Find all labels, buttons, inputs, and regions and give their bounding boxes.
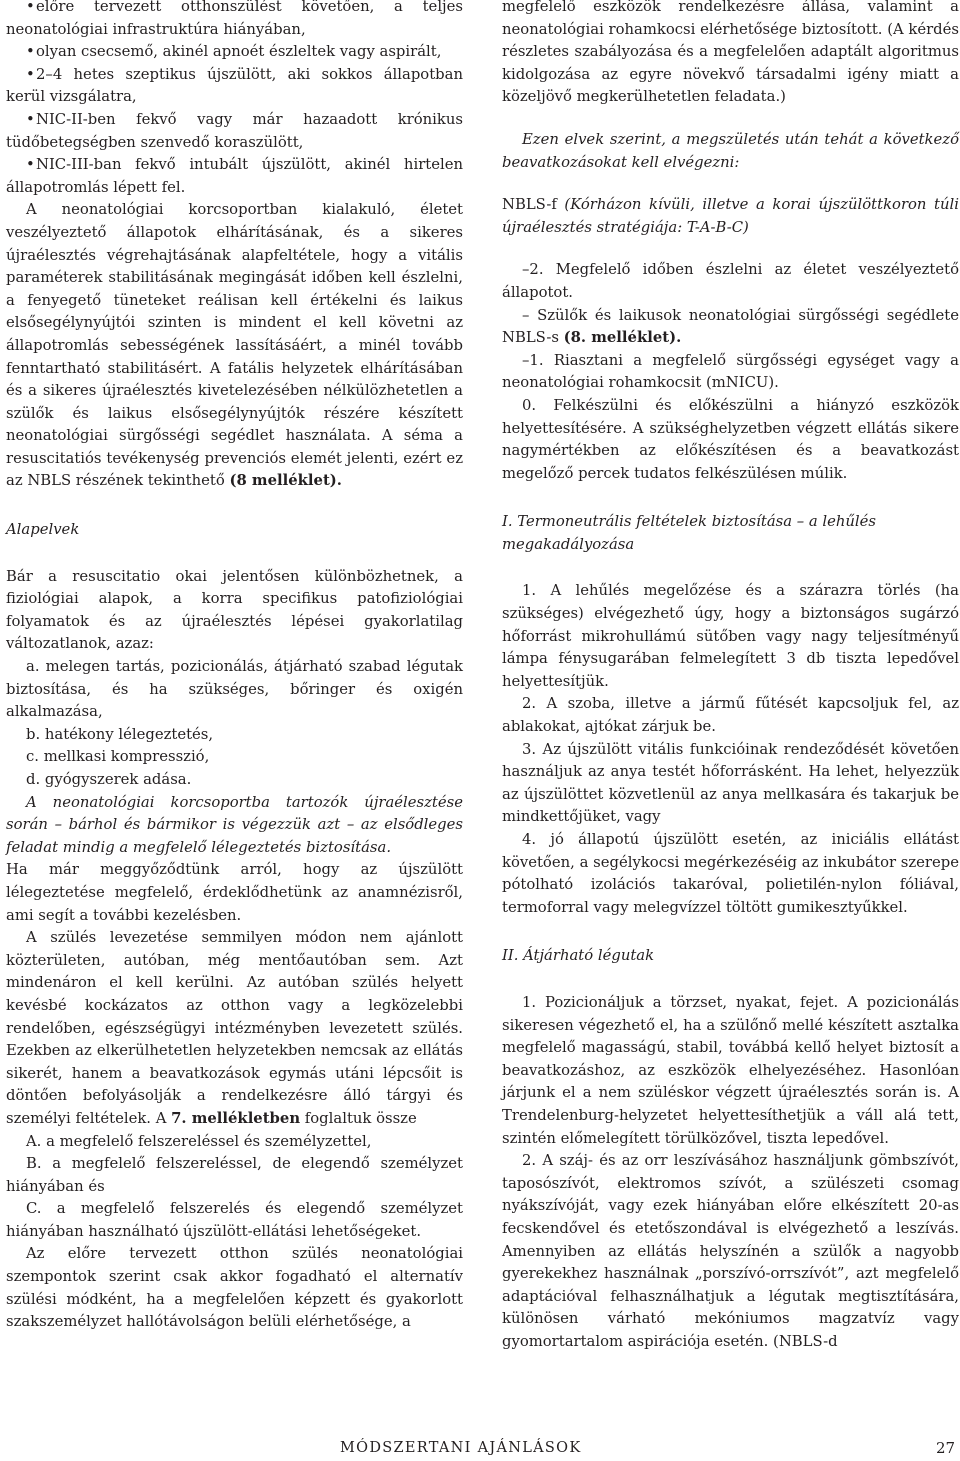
section-heading: II. Átjárható légutak (502, 947, 655, 965)
bullet-item (6, 0, 463, 41)
list-item: a. melegen tartás, pozicionálás, átjárható szabad légutak biztosítása, és ha szükséges, bőringer és oxigén alkalmazása, (6, 658, 463, 721)
body-paragraph: Az előre tervezett otthon szülés neonatológiai szempontok szerint csak akkor fogadható el alternatív szülési módként, ha a megfelelően képzett és gyakorlott szakszemélyzet hallótávolságon belüli elérhetősége, a (6, 1245, 463, 1331)
annex-reference: 7. mellékletben (171, 1109, 301, 1127)
bullet-item (6, 154, 463, 199)
list-item: b. hatékony lélegeztetés, (26, 725, 214, 743)
step-item: –1. Riasztani a megfelelő sürgősségi egységet vagy a neonatológiai rohamkocsit (mNICU). (502, 351, 959, 392)
footer-title: MÓDSZERTANI AJÁNLÁSOK (340, 1440, 582, 1456)
page-footer (0, 1437, 960, 1461)
body-paragraph: A szülés levezetése semmilyen módon nem ajánlott közterületen, autóban, még mentőautóban sem. Azt mindenáron el kell kerülni. Az autóban szülés helyett kevésbé kockázatos az otthon vagy a legközelebbi rendelőben, egészségügyi intézményben levezetett szülés. Ezekben az elkerülhetetlen helyzetekben nemcsak az ellátás sikerét, hanem a beavatkozások egymás utáni lépcsőit is döntően befolyásolják a rendelkezésre álló tárgyi és személyi feltételek. A 7. mellékletben foglaltuk össze (6, 929, 463, 1127)
bullet-text: előre tervezett otthonszülést követően, a teljes neonatológiai infrastruktúra hiányában, (6, 0, 463, 38)
step-item: 4. jó állapotú újszülött esetén, az iniciális ellátást követően, a segélykocsi megérkezéséig az inkubátor szerepe pótolható izolációs takaróval, polietilén-nylon fóliával, termoforral vagy melegvízzel töltött gumikesztyűkkel. (502, 831, 959, 916)
annex-reference: (8. melléklet). (563, 329, 682, 347)
section-heading: Alapelvek (6, 521, 80, 539)
left-column (6, 0, 463, 1334)
list-item: A. a megfelelő felszereléssel és személyzettel, (26, 1132, 372, 1150)
bullet-icon: • (26, 65, 35, 83)
step-item: 3. Az újszülött vitális funkcióinak rendeződését követően használjuk az anya testét hőforrásként. Ha lehet, helyezzük az újszülöttet közvetlenül az anya mellkasára és takarjuk be mindkettőjüket, vagy (502, 740, 959, 826)
annex-reference: (8 melléklet). (229, 472, 342, 490)
body-paragraph: Bár a resuscitatio okai jelentősen különbözhetnek, a fiziológiai alapok, a korra specifikus patofiziológiai folyamatok és az újraélesztés lépései gyakorlatilag változatlanok, azaz: (6, 567, 463, 653)
step-item: – Szülők és laikusok neonatológiai sürgősségi segédlete NBLS-s (8. melléklet). (502, 306, 959, 347)
bullet-icon: • (26, 0, 35, 15)
bullet-icon: • (26, 156, 35, 174)
emphasis-paragraph: A neonatológiai korcsoportba tartozók újraélesztése során – bárhol és bármikor is végezzük azt – az elsődleges feladat mindig a megfelelő lélegeztetés biztosítása. (6, 793, 463, 856)
bullet-item (6, 41, 463, 64)
step-item: 1. A lehűlés megelőzése és a szárazra törlés (ha szükséges) elvégezhető úgy, hogy a biztonságos sugárzó hőforrást mikrohullámú sütőben vagy nagy teljesítményű lámpa fénysugarában felmelegített 3 db tiszta lepedővel helyettesítjük. (502, 582, 959, 690)
body-paragraph: megfelelő eszközök rendelkezésre állása, valamint a neonatológiai rohamkocsi elérhetősége biztosított. (A kérdés részletes szabályozása és a megfelelően adaptált algoritmus kidolgozása az egyre növekvő társadalmi igény miatt a közeljövő megkerülhetetlen feladata.) (502, 0, 959, 106)
list-item: B. a megfelelő felszereléssel, de elegendő személyzet hiányában és (6, 1155, 463, 1195)
body-paragraph: A neonatológiai korcsoportban kialakuló, életet veszélyeztető állapotok elhárításának, és a sikeres újraélesztés végrehajtásának alapfeltétele, hogy a vitális paraméterek stabilitásának megingását időben kell észlelni, a fenyegető tüneteket reálisan kell értékelni és laikus elsősegélynyújtói szinten is mindent el kell követni az állapotromlás sebességének lassításáért, a minél tovább fenntartható stabilitásért. A fatális helyzetek elhárításában és a sikeres újraélesztés kivetelezésében nélkülözhetetlen a szülők és laikus elsősegélynyújtók részére készített neonatológiai sürgősségi segédlet használata. A séma a resuscitatiós tevékenység prevenciós elemét jelenti, ezért ez az NBLS részének tekinthető (8 melléklet). (6, 201, 463, 490)
step-item: 1. Pozicionáljuk a törzset, nyakat, fejet. A pozicionálás sikeresen végezhető el, ha a szülőnő mellé készített asztalka megfelelő magasságú, stabil, továbbá kellő helyet biztosít a beavatkozáshoz, az eszközök elhelyezéséhez. Hasonlóan járjunk el a nem szüléskor végzett újraélesztés során is. A Trendelenburg-helyzetet helyettesíthetjük a váll alá tett, szintén előmelegített törülközővel, tiszta lepedővel. (502, 993, 959, 1147)
emphasis-paragraph: Ezen elvek szerint, a megszületés után tehát a következő beavatkozásokat kell elvégezni: (502, 130, 959, 171)
page-number: 27 (936, 1439, 956, 1457)
bullet-text: NIC-II-ben fekvő vagy már hazaadott krónikus tüdőbetegségben szenvedő koraszülött, (6, 110, 463, 151)
step-item: –2. Megfelelő időben észlelni az életet veszélyeztető állapotot. (502, 261, 959, 301)
right-column (502, 0, 959, 1353)
step-item: 2. A szoba, illetve a jármű fűtését kapcsoljuk fel, az ablakokat, ajtókat zárjuk be. (502, 695, 959, 736)
body-paragraph: Ha már meggyőződtünk arról, hogy az újszülött lélegeztetése megfelelő, érdeklődhetünk az anamnézisről, ami segít a további kezelésben. (6, 861, 463, 924)
bullet-item (6, 109, 463, 154)
bullet-item (6, 64, 463, 109)
list-item: c. mellkasi kompresszió, (26, 748, 210, 766)
list-item: d. gyógyszerek adása. (26, 771, 192, 788)
strategy-heading: NBLS-f (Kórházon kívüli, illetve a korai újszülöttkoron túli újraélesztés stratégiája: T-A-B-C) (502, 196, 959, 236)
bullet-text: NIC-III-ban fekvő intubált újszülött, akinél hirtelen állapotromlás lépett fel. (6, 156, 463, 196)
list-item: C. a megfelelő felszerelés és elegendő személyzet hiányában használható újszülött-ellátási lehetőségeket. (6, 1200, 463, 1240)
bullet-icon: • (26, 43, 35, 61)
section-heading: I. Termoneutrális feltételek biztosítása – a lehűlés megakadályozása (502, 513, 877, 553)
step-item: 2. A száj- és az orr leszívásához használjunk gömbszívót, taposószívót, elektromos szívót, a szülészeti csomag nyákszívóját, vagy ezek hiányában előre elkészített 20-as fecskendővel és etetőszondával is elvégezhető a leszívás. Amennyiben az ellátás helyszínén a szülők a nagyobb gyerekekhez használnak „porszívó-orrszívót”, azt megfelelő adaptációval felhasználhatjuk a légutak megtisztítására, különösen várható mekóniumos magzatvíz vagy gyomortartalom aspirációja esetén. (NBLS-d (502, 1152, 959, 1350)
bullet-text: 2–4 hetes szeptikus újszülött, aki sokkos állapotban kerül vizsgálatra, (6, 65, 463, 106)
bullet-text: olyan csecsemő, akinél apnoét észleltek vagy aspirált, (36, 43, 442, 61)
bullet-icon: • (26, 110, 35, 128)
step-item: 0. Felkészülni és előkészülni a hiányzó eszközök helyettesítésére. A szükséghelyzetben végzett ellátás sikere nagymértékben az előkészítésen és a beavatkozást megelőző percek tudatos felkészülésen múlik. (502, 396, 959, 482)
